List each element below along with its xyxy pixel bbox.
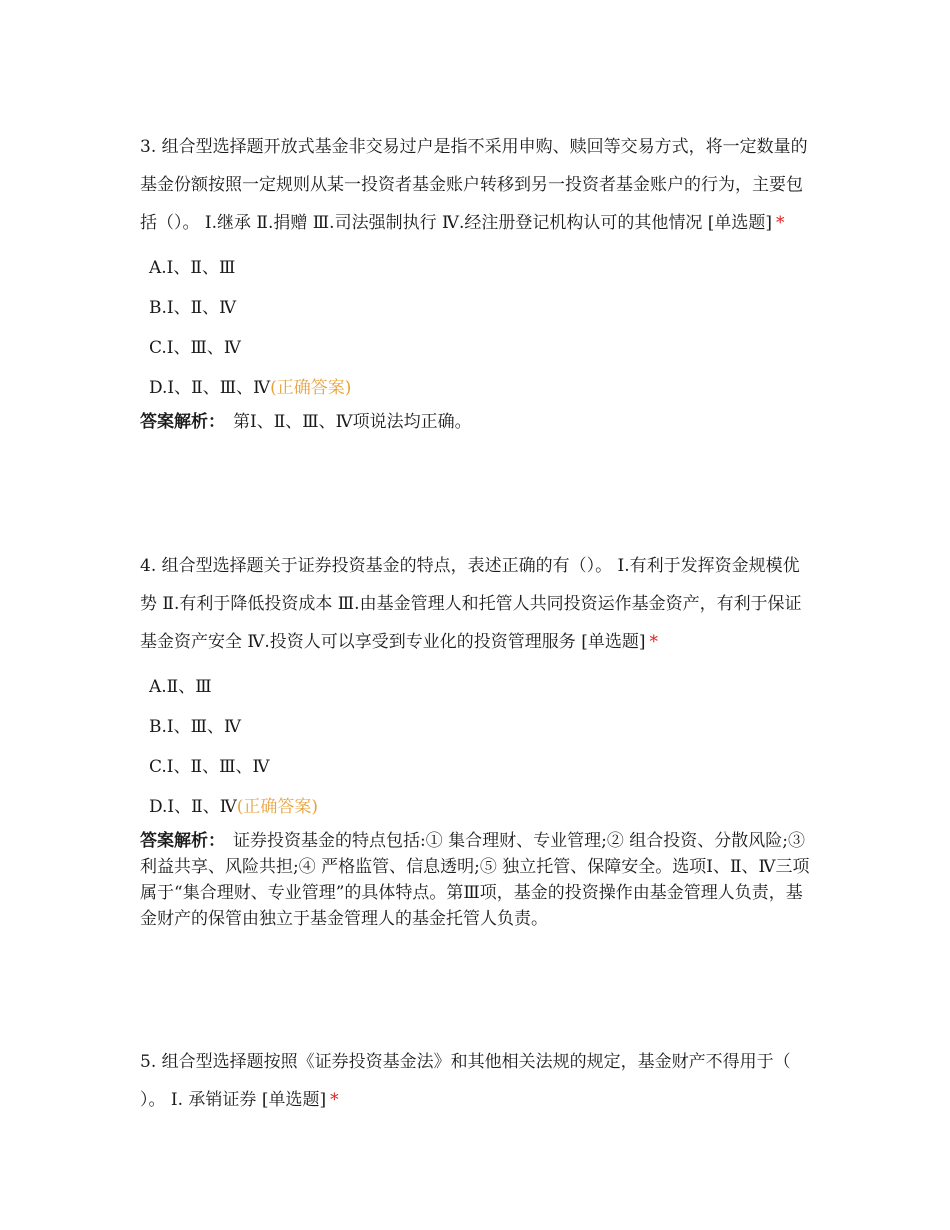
option-b[interactable]: B.Ⅰ、Ⅱ、Ⅳ [149,298,237,318]
question-3-options [140,248,812,408]
option-d[interactable]: D.Ⅰ、Ⅱ、Ⅲ、Ⅳ(正确答案) [149,378,352,398]
question-3-analysis [140,409,812,435]
required-mark: * [330,1090,339,1110]
question-4-text: 4. 组合型选择题关于证券投资基金的特点，表述正确的有（）。 Ⅰ.有利于发挥资金规模优势 Ⅱ.有利于降低投资成本 Ⅲ.由基金管理人和托管人共同投资运作基金资产，有利于保证基金资产安全 Ⅳ.投资人可以享受到专业化的投资管理服务 [单选题] * [140,556,802,652]
question-3 [140,128,812,435]
option-a[interactable]: A.Ⅰ、Ⅱ、Ⅲ [149,258,236,278]
analysis-label: 答案解析： [140,412,225,432]
correct-answer-tag: (正确答案) [270,378,352,398]
question-3-text: 3. 组合型选择题开放式基金非交易过户是指不采用申购、赎回等交易方式，将一定数量的基金份额按照一定规则从某一投资者基金账户转移到另一投资者基金账户的行为，主要包括（）。 Ⅰ.继承 Ⅱ.捐赠 Ⅲ.司法强制执行 Ⅳ.经注册登记机构认可的其他情况 [单选题] * [140,137,808,233]
option-c[interactable]: C.Ⅰ、Ⅱ、Ⅲ、Ⅳ [149,757,270,777]
question-4-options [140,667,812,827]
option-d[interactable]: D.Ⅰ、Ⅱ、Ⅳ(正确答案) [149,797,318,817]
required-mark: * [649,632,658,652]
analysis-text: 第Ⅰ、Ⅱ、Ⅲ、Ⅳ项说法均正确。 [233,412,472,432]
question-4 [140,547,812,932]
option-c[interactable]: C.Ⅰ、Ⅲ、Ⅳ [149,338,241,358]
analysis-label: 答案解析： [140,831,225,851]
analysis-text: 证券投资基金的特点包括:① 集合理财、专业管理;② 组合投资、分散风险;③ 利益共享、风险共担;④ 严格监管、信息透明;⑤ 独立托管、保障安全。选项Ⅰ、Ⅱ、Ⅳ三项属于“集合理财、专业管理”的具体特点。第Ⅲ项，基金的投资操作由基金管理人负责，基金财产的保管由独立于基金管理人的基金托管人负责。 [140,831,810,929]
question-5-text: 5. 组合型选择题按照《证券投资基金法》和其他相关法规的规定，基金财产不得用于（ ）。 Ⅰ. 承销证券 [单选题] * [140,1052,791,1110]
correct-answer-tag: (正确答案) [236,797,318,817]
option-b[interactable]: B.Ⅰ、Ⅲ、Ⅳ [149,717,241,737]
question-4-analysis [140,828,812,932]
option-a[interactable]: A.Ⅱ、Ⅲ [149,677,212,697]
required-mark: * [776,213,785,233]
question-5 [140,1043,812,1119]
